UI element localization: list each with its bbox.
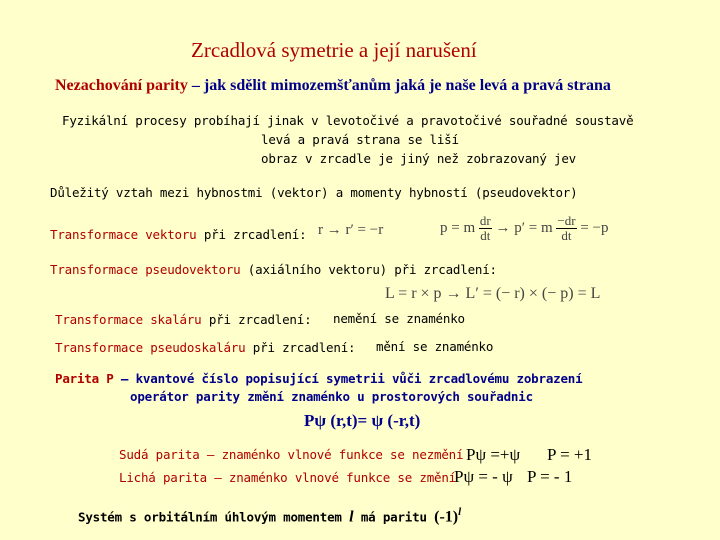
vector-frac-2-den: dt [561,228,572,243]
vector-label-term: Transformace vektoru [50,227,197,242]
vector-p-right: = −p [580,219,609,236]
physics-line-3: obraz v zrcadle je jiný než zobrazovaný jev [261,151,577,166]
vector-frac-2-num: −dr [557,213,576,228]
subtitle-rest: – jak sdělit mimozemšťanům jaká je naše levá a pravá strana [187,77,611,94]
vector-label-rest: při zrcadlení: [196,227,307,242]
pseudovector-label [50,261,497,279]
orbital-formula: (-1) [434,508,459,526]
odd-parity-term: Lichá parita [119,470,207,485]
scalar-label-term: Transformace skaláru [55,312,202,327]
odd-parity-line [119,469,456,487]
even-parity-value: P = +1 [547,445,592,464]
odd-parity-value: P = - 1 [527,467,573,486]
vector-frac-1-num: dr [479,213,491,228]
orbital-symbol: l [349,508,354,526]
parity-line-1-rest: – kvantové číslo popisující symetrii vůči zrcadlovému zobrazení [113,371,583,386]
parity-line-2: operátor parity změní znaménko u prostorových souřadnic [130,389,533,404]
scalar-label-rest: při zrcadlení: [201,312,312,327]
orbital-exponent: l [458,506,462,518]
subtitle [55,77,611,95]
vector-label [50,226,306,244]
pseudovector-equation: L = r × p → L′ = (− r) × (− p) = L [385,285,601,302]
parity-term: Parita P [55,371,114,386]
orbital-text-a: Systém s orbitálním úhlovým momentem [78,509,350,525]
physics-line-2: levá a pravá strana se liší [261,132,459,147]
vector-frac-1 [479,214,492,243]
pseudoscalar-label-term: Transformace pseudoskaláru [55,340,246,355]
orbital-line [78,506,461,526]
vector-r-equation: r → r′ = −r [318,222,384,238]
scalar-label [55,311,311,329]
even-parity-term: Sudá parita [119,447,200,462]
physics-line-1: Fyzikální procesy probíhají jinak v levotočivé a pravotočivé souřadné soustavě [62,113,634,128]
vector-p-equation [440,214,609,243]
subtitle-term: Nezachování parity [55,77,188,94]
pseudovector-label-term: Transformace pseudovektoru [50,262,241,277]
even-parity-equation: Pψ =+ψ [466,445,521,464]
scalar-result: nemění se znaménko [333,311,465,326]
odd-parity-rest: – znaménko vlnové funkce se změní [206,470,456,485]
vector-p-mid: → p′ = m [495,219,553,236]
even-parity-rest: – znaménko vlnové funkce se nezmění [199,447,464,462]
orbital-text-b: má paritu [353,509,435,525]
parity-operator-equation: Pψ (r,t)= ψ (-r,t) [304,411,421,430]
page-title: Zrcadlová symetrie a její narušení [191,38,477,62]
even-parity-line [119,446,463,464]
pseudoscalar-label-rest: při zrcadlení: [245,340,356,355]
pseudoscalar-label [55,339,355,357]
vector-frac-1-den: dt [480,228,491,243]
vector-frac-2 [556,214,576,243]
parity-line-1 [55,370,582,388]
relation-text: Důležitý vztah mezi hybnostmi (vektor) a momenty hybností (pseudovektor) [50,185,578,200]
pseudovector-label-rest: (axiálního vektoru) při zrcadlení: [240,262,497,277]
pseudoscalar-result: mění se znaménko [376,339,494,354]
vector-p-left: p = m [440,219,476,236]
odd-parity-equation: Pψ = - ψ [454,467,513,486]
